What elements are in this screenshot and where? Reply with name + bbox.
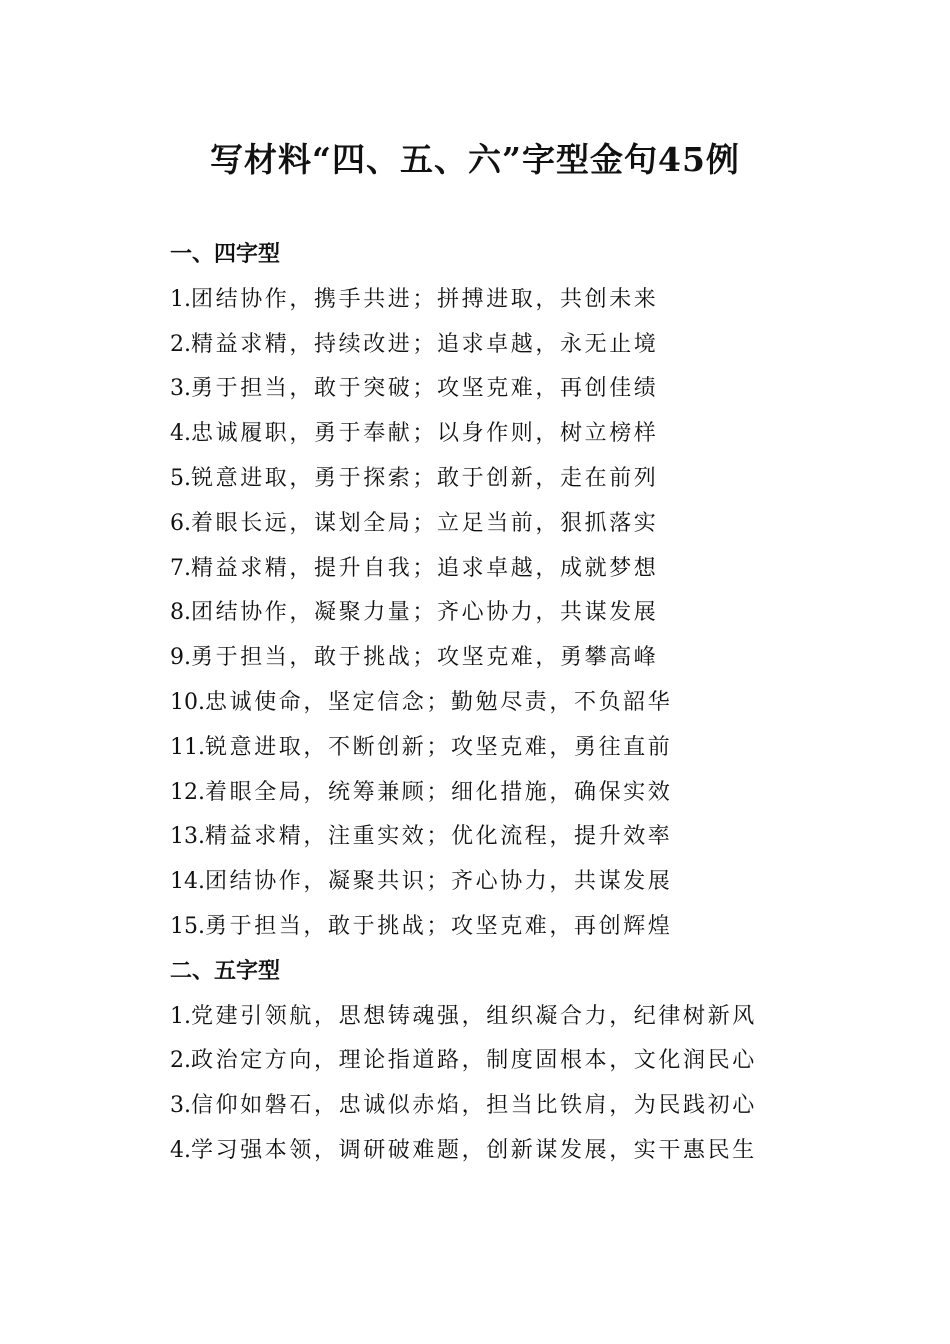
list-item bbox=[170, 502, 870, 547]
item-number: 2. bbox=[170, 331, 191, 357]
item-text: 锐意进取，勇于探索；敢于创新，走在前列 bbox=[191, 465, 659, 491]
item-number: 4. bbox=[170, 421, 191, 447]
list-item bbox=[170, 323, 870, 368]
item-number: 6. bbox=[170, 510, 191, 536]
list-item bbox=[170, 547, 870, 592]
item-number: 10. bbox=[170, 689, 205, 715]
list-item bbox=[170, 591, 870, 636]
item-number: 14. bbox=[170, 869, 205, 895]
item-text: 精益求精，提升自我；追求卓越，成就梦想 bbox=[191, 555, 659, 581]
item-number: 3. bbox=[170, 1093, 191, 1119]
item-text: 勇于担当，敢于挑战；攻坚克难，勇攀高峰 bbox=[191, 645, 659, 671]
list-item bbox=[170, 726, 870, 771]
item-number: 5. bbox=[170, 465, 191, 491]
section-five-character bbox=[170, 950, 870, 1174]
list-item bbox=[170, 1039, 870, 1084]
item-text: 勇于担当，敢于突破；攻坚克难，再创佳绩 bbox=[191, 376, 659, 402]
list-item bbox=[170, 815, 870, 860]
item-number: 9. bbox=[170, 645, 191, 671]
list-item bbox=[170, 367, 870, 412]
item-number: 12. bbox=[170, 779, 205, 805]
section-heading: 一、四字型 bbox=[170, 242, 281, 267]
item-text: 勇于担当，敢于挑战；攻坚克难，再创辉煌 bbox=[205, 913, 673, 939]
item-text: 团结协作，携手共进；拼搏进取，共创未来 bbox=[191, 286, 659, 312]
item-text: 忠诚使命，坚定信念；勤勉尽责，不负韶华 bbox=[205, 689, 673, 715]
section-four-character bbox=[170, 233, 870, 950]
item-number: 11. bbox=[170, 734, 205, 760]
item-text: 学习强本领，调研破难题，创新谋发展，实干惠民生 bbox=[191, 1137, 757, 1163]
item-number: 3. bbox=[170, 376, 191, 402]
list-item bbox=[170, 995, 870, 1040]
item-number: 4. bbox=[170, 1137, 191, 1163]
document-body bbox=[170, 233, 870, 1174]
item-number: 7. bbox=[170, 555, 191, 581]
section-heading: 二、五字型 bbox=[170, 958, 281, 984]
list-item bbox=[170, 636, 870, 681]
item-text: 信仰如磐石，忠诚似赤焰，担当比铁肩，为民践初心 bbox=[191, 1093, 757, 1119]
phrase-list bbox=[170, 995, 870, 1174]
item-text: 着眼长远，谋划全局；立足当前，狠抓落实 bbox=[191, 510, 659, 536]
document-title: 写材料“四、五、六”字型金句45例 bbox=[210, 140, 740, 179]
list-item bbox=[170, 457, 870, 502]
item-number: 2. bbox=[170, 1048, 191, 1074]
item-text: 党建引领航，思想铸魂强，组织凝合力，纪律树新风 bbox=[191, 1003, 757, 1029]
item-number: 1. bbox=[170, 1003, 191, 1029]
list-item bbox=[170, 681, 870, 726]
list-item bbox=[170, 412, 870, 457]
item-number: 13. bbox=[170, 824, 205, 850]
item-text: 团结协作，凝聚力量；齐心协力，共谋发展 bbox=[191, 600, 659, 626]
item-number: 8. bbox=[170, 600, 191, 626]
list-item bbox=[170, 771, 870, 816]
list-item bbox=[170, 278, 870, 323]
item-text: 精益求精，持续改进；追求卓越，永无止境 bbox=[191, 331, 659, 357]
item-number: 1. bbox=[170, 286, 191, 312]
item-text: 政治定方向，理论指道路，制度固根本，文化润民心 bbox=[191, 1048, 757, 1074]
item-text: 锐意进取，不断创新；攻坚克难，勇往直前 bbox=[205, 734, 673, 760]
phrase-list bbox=[170, 278, 870, 950]
list-item bbox=[170, 1129, 870, 1174]
item-text: 忠诚履职，勇于奉献；以身作则，树立榜样 bbox=[191, 421, 659, 447]
item-text: 团结协作，凝聚共识；齐心协力，共谋发展 bbox=[205, 869, 673, 895]
item-number: 15. bbox=[170, 913, 205, 939]
list-item bbox=[170, 905, 870, 950]
item-text: 精益求精，注重实效；优化流程，提升效率 bbox=[205, 824, 673, 850]
item-text: 着眼全局，统筹兼顾；细化措施，确保实效 bbox=[205, 779, 673, 805]
list-item bbox=[170, 1084, 870, 1129]
list-item bbox=[170, 860, 870, 905]
